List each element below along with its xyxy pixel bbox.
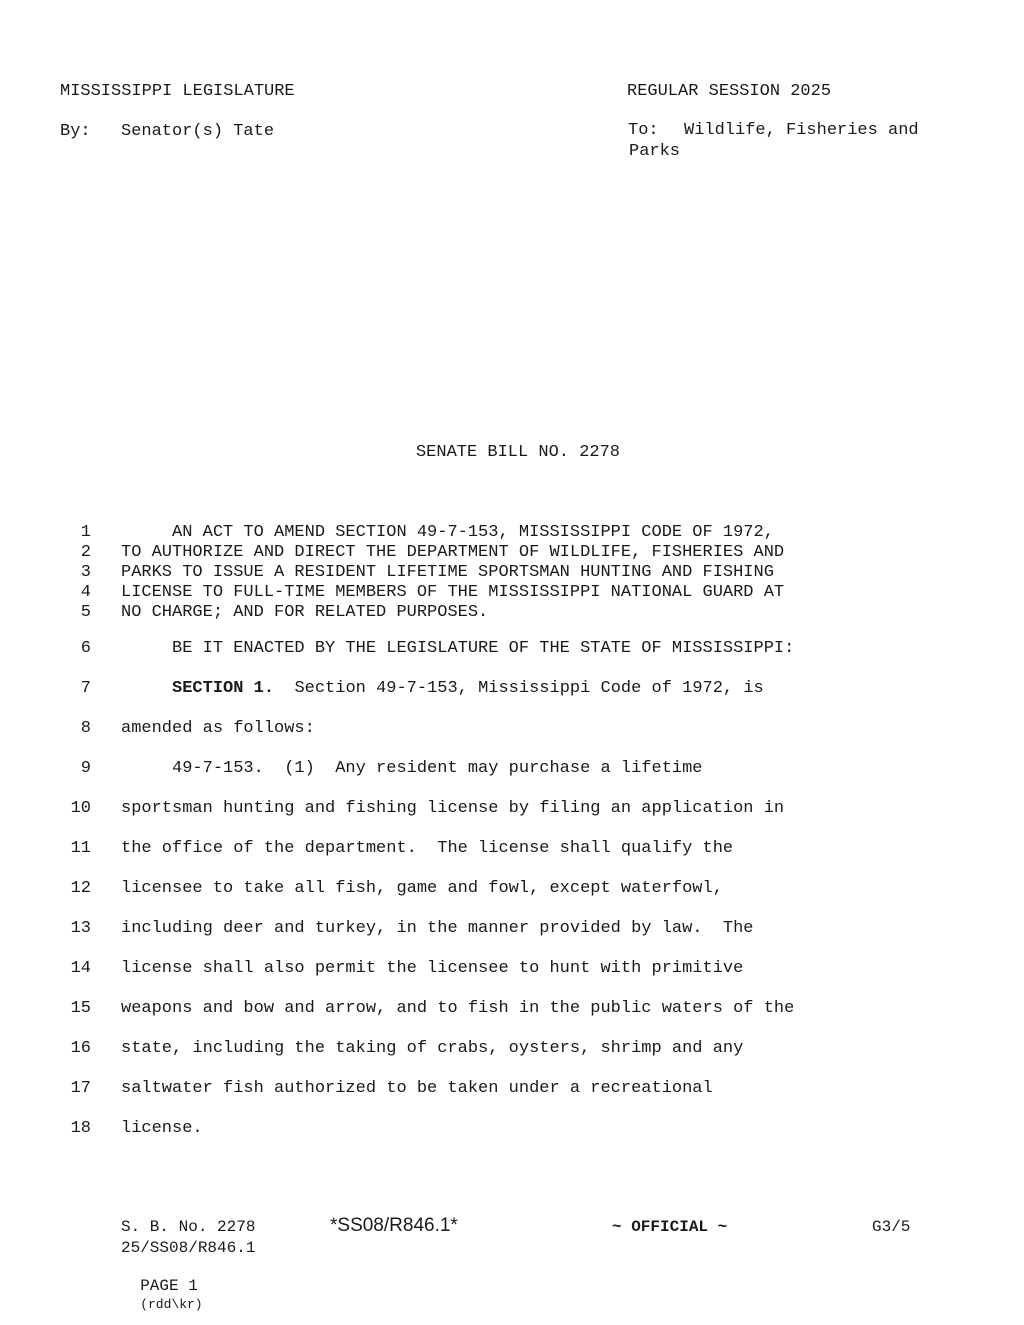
line-text: amended as follows:: [121, 719, 315, 738]
section-heading: SECTION 1.: [172, 679, 275, 698]
session-label: REGULAR SESSION 2025: [627, 82, 832, 101]
line-text: state, including the taking of crabs, oysters, shrimp and any: [121, 1039, 744, 1058]
line-number: 7: [80, 679, 91, 698]
line-text: 49-7-153. (1) Any resident may purchase a lifetime: [121, 759, 703, 778]
line-text: license shall also permit the licensee to hunt with primitive: [121, 959, 744, 978]
legislature-name: MISSISSIPPI LEGISLATURE: [60, 82, 295, 101]
line-number: 11: [70, 839, 91, 858]
line-text: TO AUTHORIZE AND DIRECT THE DEPARTMENT OF WILDLIFE, FISHERIES AND: [121, 543, 785, 562]
line-text: [121, 679, 764, 698]
line-number: 5: [80, 603, 91, 622]
footer-code: G3/5: [872, 1218, 911, 1236]
to-label: To:: [628, 121, 659, 140]
line-number: 3: [80, 563, 91, 582]
line-text: LICENSE TO FULL-TIME MEMBERS OF THE MISSISSIPPI NATIONAL GUARD AT: [121, 583, 785, 602]
bill-title: SENATE BILL NO. 2278: [415, 443, 621, 462]
line-text: NO CHARGE; AND FOR RELATED PURPOSES.: [121, 603, 489, 622]
barcode-text: *SS08/R846.1*: [330, 1215, 458, 1236]
line-number: 9: [80, 759, 91, 778]
line-number: 1: [80, 523, 91, 542]
footer-bill-ref: S. B. No. 2278: [121, 1218, 256, 1236]
line-text: BE IT ENACTED BY THE LEGISLATURE OF THE STATE OF MISSISSIPPI:: [121, 639, 795, 658]
line-text: saltwater fish authorized to be taken under a recreational: [121, 1079, 713, 1098]
sponsor-name: Senator(s) Tate: [121, 122, 275, 141]
committee-line-1: Wildlife, Fisheries and: [684, 121, 919, 140]
line-number: 15: [70, 999, 91, 1018]
line-text: weapons and bow and arrow, and to fish in the public waters of the: [121, 999, 795, 1018]
section-text: Section 49-7-153, Mississippi Code of 1972, is: [274, 679, 764, 698]
line-number: 8: [80, 719, 91, 738]
line-number: 6: [80, 639, 91, 658]
footer-doc-id: 25/SS08/R846.1: [121, 1239, 256, 1257]
line-text: license.: [121, 1119, 203, 1138]
line-number: 4: [80, 583, 91, 602]
typist-initials: (rdd\kr): [140, 1297, 203, 1312]
line-text: the office of the department. The license shall qualify the: [121, 839, 734, 858]
line-number: 18: [70, 1119, 91, 1138]
line-number: 2: [80, 543, 91, 562]
line-number: 16: [70, 1039, 91, 1058]
line-text: licensee to take all fish, game and fowl, except waterfowl,: [121, 879, 723, 898]
footer-page: [121, 1259, 203, 1313]
page-number: PAGE 1: [140, 1277, 198, 1295]
line-number: 17: [70, 1079, 91, 1098]
official-label: ~ OFFICIAL ~: [612, 1218, 728, 1236]
line-number: 13: [70, 919, 91, 938]
line-text: including deer and turkey, in the manner provided by law. The: [121, 919, 754, 938]
line-number: 12: [70, 879, 91, 898]
line-text: sportsman hunting and fishing license by filing an application in: [121, 799, 785, 818]
line-text: AN ACT TO AMEND SECTION 49-7-153, MISSISSIPPI CODE OF 1972,: [121, 523, 774, 542]
by-label: By:: [60, 122, 91, 141]
line-number: 14: [70, 959, 91, 978]
line-number: 10: [70, 799, 91, 818]
committee-line-2: Parks: [629, 142, 681, 161]
line-text: PARKS TO ISSUE A RESIDENT LIFETIME SPORTSMAN HUNTING AND FISHING: [121, 563, 774, 582]
